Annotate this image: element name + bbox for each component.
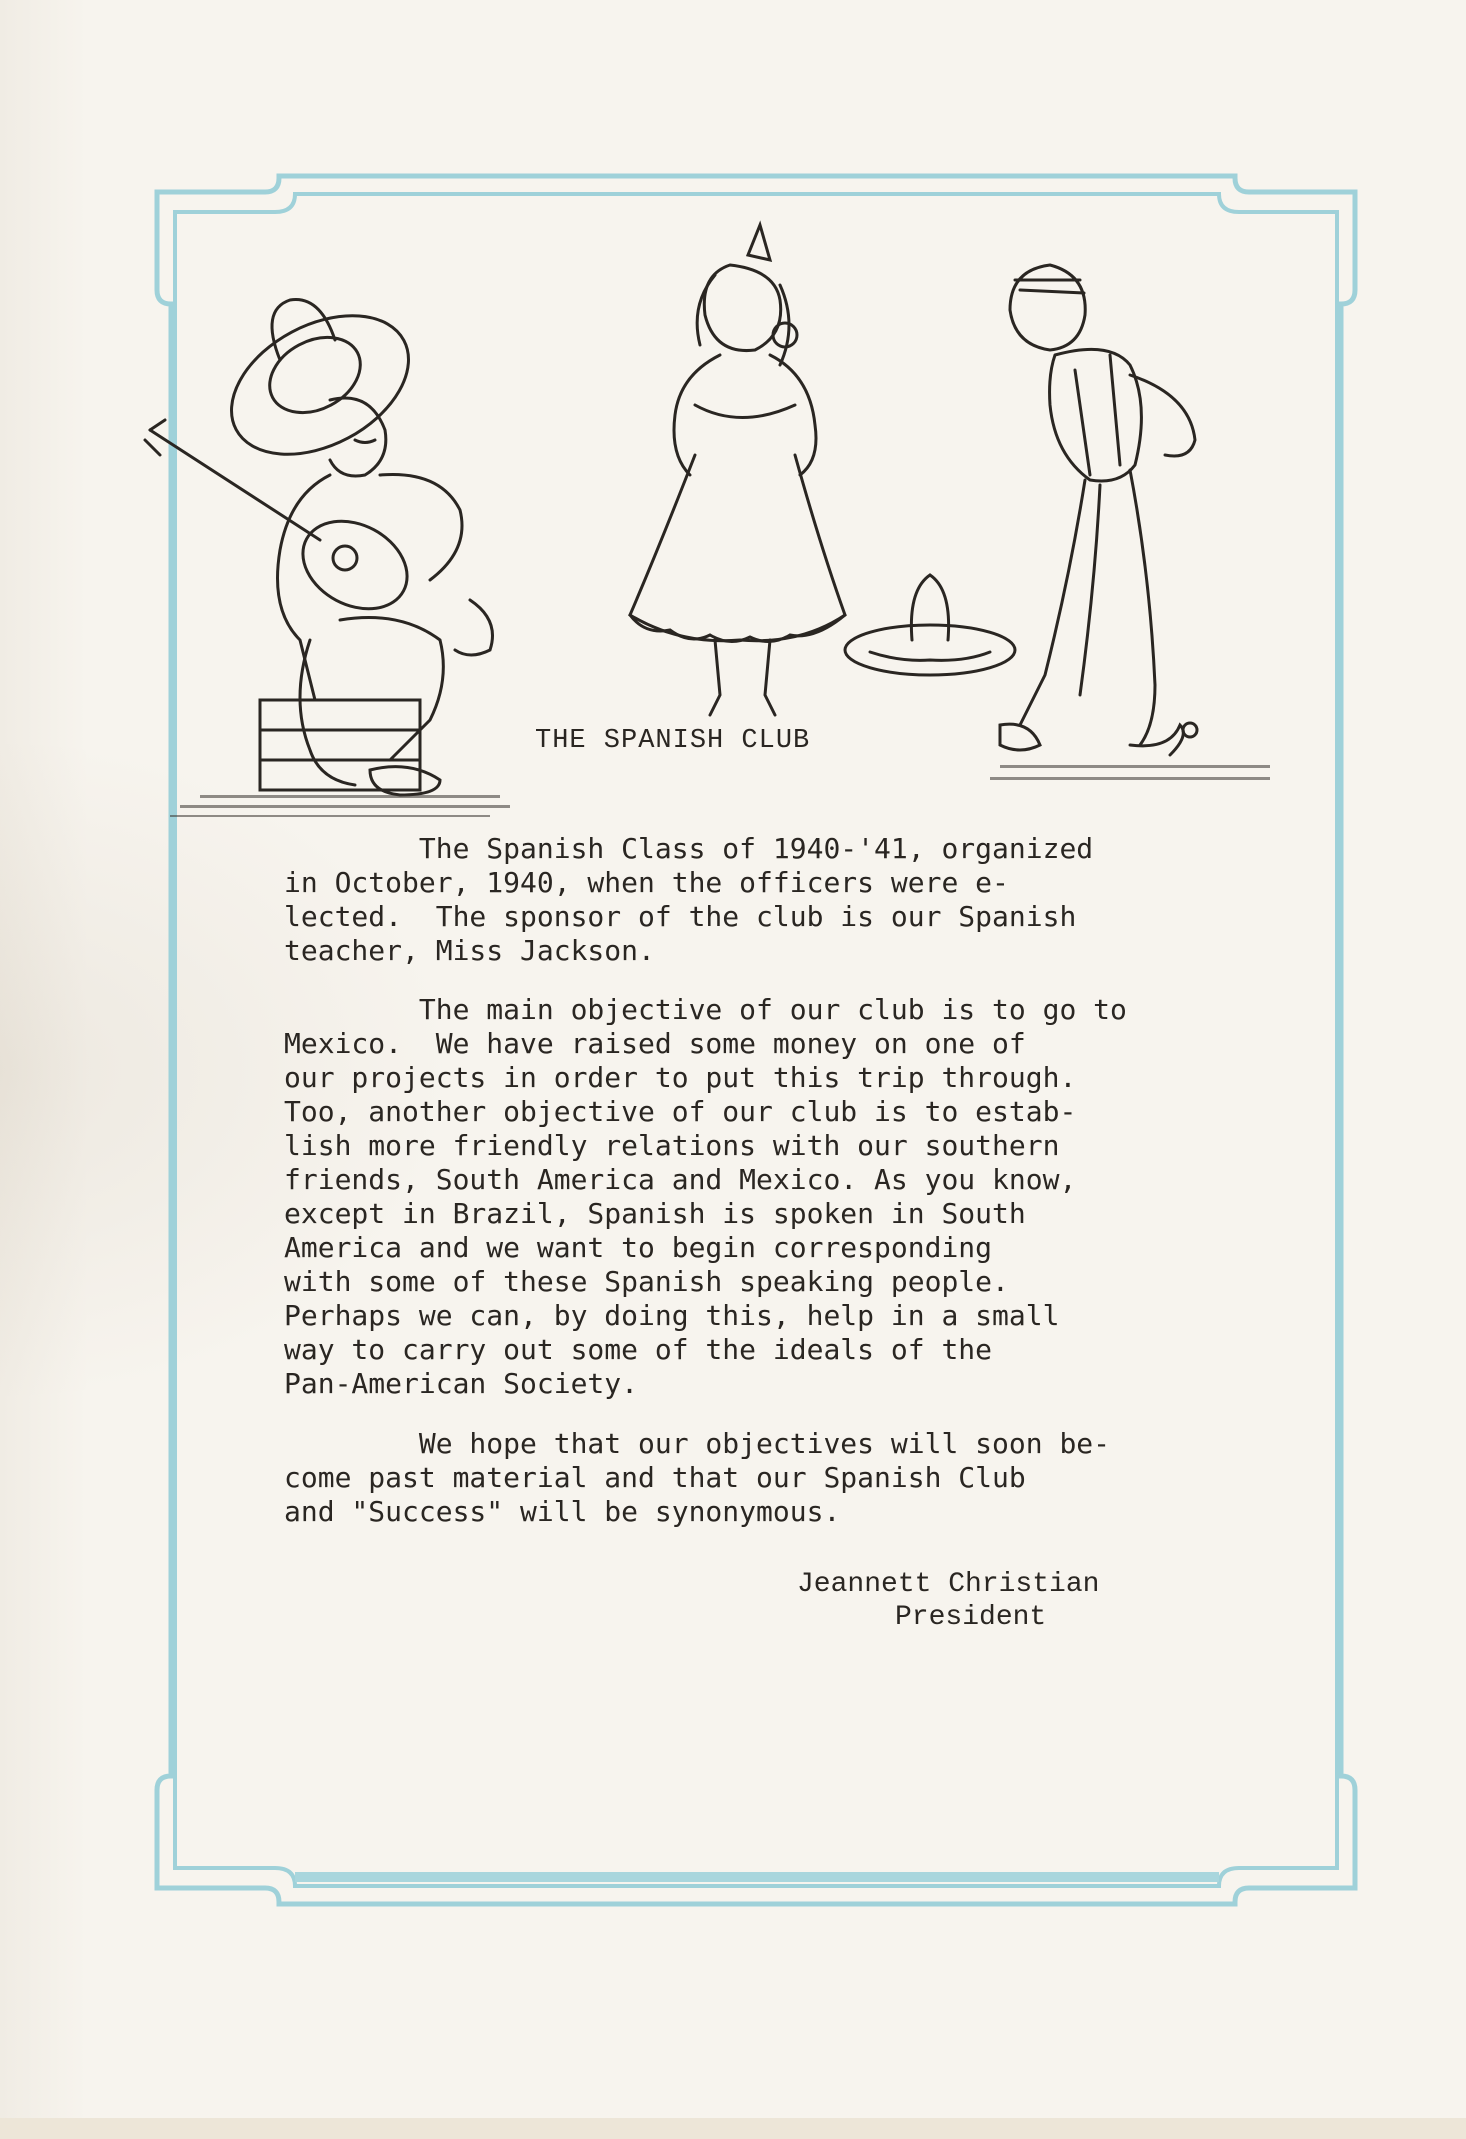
dancer-man-illustration — [980, 255, 1280, 795]
guitarist-illustration — [140, 280, 540, 820]
body-paragraph-3: We hope that our objectives will soon be- come past material and that our Spanish Club and "Success" will be synonymous. — [284, 1427, 1111, 1528]
body-paragraph-2: The main objective of our club is to go to Mexico. We have raised some money on one of our projects in order to put this trip through. Too, another objective of our club is to estab- lish more friendly relations with our southern friends, South America and Mexico. As you know, except in Brazil, Spanish is spoken in South America and we want to begin corresponding with some of these Spanish speaking people. Perhaps we can, by doing this, help in a small way to carry out some of the ideals of the Pan-American Society. — [284, 993, 1127, 1400]
page-title: THE SPANISH CLUB — [535, 726, 811, 756]
body-paragraph-1: The Spanish Class of 1940-'41, organized in October, 1940, when the officers were e- lected. The sponsor of the club is our Spanish teacher, Miss Jackson. — [284, 832, 1094, 967]
dancer-woman-illustration — [620, 215, 850, 725]
page-edge — [0, 2118, 1466, 2139]
signature-role: President — [895, 1602, 1047, 1633]
signature-name: Jeannett Christian — [797, 1569, 1100, 1600]
